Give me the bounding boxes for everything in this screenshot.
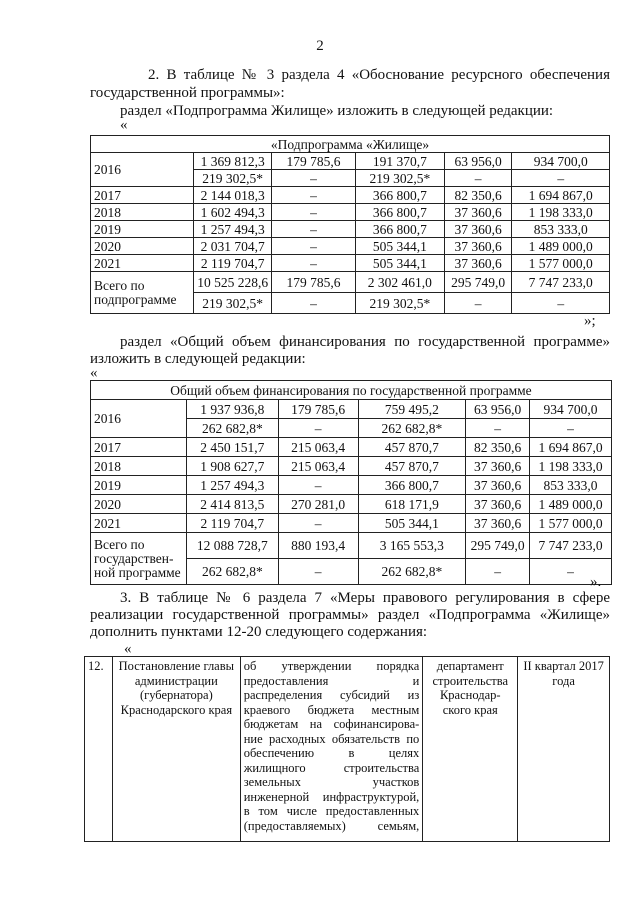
paragraph-3-line2: реализации государственной программы» раздел «Подпрограмма «Жилище»	[90, 607, 610, 623]
value-cell: 82 350,6	[466, 438, 530, 457]
open-quote-2: «	[90, 365, 98, 381]
value-cell: 1 602 494,3	[194, 204, 272, 221]
description-line: распределения субсидий из	[243, 688, 420, 702]
total-value-cell: 295 749,0	[444, 272, 512, 293]
paragraph-2-line2: государственной программы»:	[90, 85, 285, 101]
value-cell: 2 144 018,3	[194, 187, 272, 204]
open-quote-3: «	[124, 641, 132, 657]
year-cell: 2019	[91, 221, 194, 238]
value-cell: 262 682,8*	[186, 419, 278, 438]
value-cell: 934 700,0	[512, 153, 610, 170]
paragraph-total-line1: раздел «Общий объем финансирования по государственной программе»	[120, 334, 610, 350]
year-cell: 2017	[91, 438, 187, 457]
total-value-cell: 2 302 461,0	[355, 272, 444, 293]
value-cell: 853 333,0	[530, 476, 612, 495]
item-number: 12.	[85, 657, 113, 842]
total-value-cell: 3 165 553,3	[358, 533, 466, 559]
year-cell: 2021	[91, 514, 187, 533]
description-line: обеспечению в целях	[243, 746, 420, 760]
table-housing-subprogram	[90, 135, 610, 314]
value-cell: 366 800,7	[355, 221, 444, 238]
value-cell: 2 119 704,7	[194, 255, 272, 272]
value-cell: 37 360,6	[444, 238, 512, 255]
year-cell: 2017	[91, 187, 194, 204]
value-cell: 505 344,1	[355, 238, 444, 255]
value-cell: 505 344,1	[355, 255, 444, 272]
value-cell: 1 694 867,0	[530, 438, 612, 457]
year-cell: 2021	[91, 255, 194, 272]
table-row	[91, 187, 610, 204]
table1-close: »;	[584, 313, 596, 329]
table-row	[91, 514, 612, 533]
paragraph-total-line2: изложить в следующей редакции:	[90, 351, 306, 367]
description-line: ние расходных обязательств по	[243, 731, 420, 746]
total-value-cell: 262 682,8*	[358, 559, 466, 585]
value-cell: 1 577 000,0	[530, 514, 612, 533]
table-total-financing	[90, 380, 612, 585]
total-value-cell: –	[530, 559, 612, 585]
value-cell: –	[272, 170, 356, 187]
year-cell: 2019	[91, 476, 187, 495]
value-cell: 37 360,6	[466, 514, 530, 533]
year-cell: 2020	[91, 238, 194, 255]
year-cell: 2018	[91, 204, 194, 221]
value-cell: 457 870,7	[358, 457, 466, 476]
table-legal-measures	[84, 656, 610, 842]
paragraph-3-line1: 3. В таблице № 6 раздела 7 «Меры правового регулирования в сфере	[120, 590, 610, 606]
value-cell: 2 414 813,5	[186, 495, 278, 514]
total-value-cell: 179 785,6	[272, 272, 356, 293]
table-title-row	[91, 381, 612, 400]
value-cell: 37 360,6	[466, 457, 530, 476]
measure-description	[240, 657, 423, 842]
description-line: жилищного строительства	[243, 760, 420, 775]
value-cell: –	[272, 255, 356, 272]
value-cell: –	[278, 476, 358, 495]
value-cell: 1 257 494,3	[186, 476, 278, 495]
value-cell: 215 063,4	[278, 457, 358, 476]
total-value-cell: –	[444, 293, 512, 314]
value-cell: 1 908 627,7	[186, 457, 278, 476]
value-cell: 1 489 000,0	[512, 238, 610, 255]
table-row	[91, 221, 610, 238]
table-row	[91, 438, 612, 457]
value-cell: –	[444, 170, 512, 187]
description-line: земельных участков	[243, 775, 420, 789]
total-value-cell: 7 747 233,0	[512, 272, 610, 293]
value-cell: 37 360,6	[466, 495, 530, 514]
table-row	[91, 238, 610, 255]
year-cell: 2016	[91, 153, 194, 187]
year-cell: 2018	[91, 457, 187, 476]
value-cell: –	[278, 514, 358, 533]
value-cell: 37 360,6	[444, 221, 512, 238]
table-row	[91, 153, 610, 170]
value-cell: 618 171,9	[358, 495, 466, 514]
value-cell: 37 360,6	[444, 204, 512, 221]
description-line: бюджетам на софинансирова-	[243, 717, 420, 731]
value-cell: –	[278, 419, 358, 438]
year-cell: 2020	[91, 495, 187, 514]
value-cell: 191 370,7	[355, 153, 444, 170]
value-cell: 366 800,7	[358, 476, 466, 495]
value-cell: 82 350,6	[444, 187, 512, 204]
description-line: в том числе предоставленных	[243, 804, 420, 818]
total-value-cell: 880 193,4	[278, 533, 358, 559]
total-value-cell: 219 302,5*	[194, 293, 272, 314]
total-value-cell: 10 525 228,6	[194, 272, 272, 293]
description-line: (предоставляемых) семьям,	[243, 818, 420, 833]
paragraph-2-line3: раздел «Подпрограмма Жилище» изложить в следующей редакции:	[120, 103, 554, 119]
value-cell: 1 694 867,0	[512, 187, 610, 204]
value-cell: 270 281,0	[278, 495, 358, 514]
description-line: об утверждении порядка	[243, 659, 420, 673]
total-row	[91, 533, 612, 559]
total-value-cell: 295 749,0	[466, 533, 530, 559]
total-value-cell: 219 302,5*	[355, 293, 444, 314]
value-cell: –	[272, 221, 356, 238]
value-cell: 219 302,5*	[194, 170, 272, 187]
value-cell: 2 119 704,7	[186, 514, 278, 533]
total-label: Всего по государствен-ной программе	[91, 533, 187, 585]
value-cell: 37 360,6	[444, 255, 512, 272]
table-title-row	[91, 136, 610, 153]
total-value-cell: 262 682,8*	[186, 559, 278, 585]
open-quote-1: «	[120, 117, 128, 133]
table-row	[91, 204, 610, 221]
value-cell: 262 682,8*	[358, 419, 466, 438]
value-cell: –	[530, 419, 612, 438]
table-row	[91, 495, 612, 514]
value-cell: 1 369 812,3	[194, 153, 272, 170]
value-cell: –	[272, 187, 356, 204]
value-cell: –	[512, 170, 610, 187]
paragraph-3-line3: дополнить пунктами 12-20 следующего содержания:	[90, 624, 428, 640]
value-cell: 759 495,2	[358, 400, 466, 419]
table2-close: ».	[590, 574, 602, 590]
total-value-cell: 7 747 233,0	[530, 533, 612, 559]
value-cell: 1 937 936,8	[186, 400, 278, 419]
total-value-cell: –	[272, 293, 356, 314]
total-row	[91, 272, 610, 293]
total-value-cell: 12 088 728,7	[186, 533, 278, 559]
total-value-cell: –	[278, 559, 358, 585]
value-cell: 505 344,1	[358, 514, 466, 533]
value-cell: 853 333,0	[512, 221, 610, 238]
value-cell: 1 198 333,0	[530, 457, 612, 476]
table-row	[85, 657, 610, 842]
total-value-cell: –	[512, 293, 610, 314]
value-cell: 1 489 000,0	[530, 495, 612, 514]
value-cell: 457 870,7	[358, 438, 466, 457]
value-cell: 2 450 151,7	[186, 438, 278, 457]
value-cell: –	[272, 204, 356, 221]
value-cell: 63 956,0	[466, 400, 530, 419]
value-cell: 1 257 494,3	[194, 221, 272, 238]
table-row	[91, 476, 612, 495]
responsible-executor: департамент строительства Краснодар-ского края	[423, 657, 518, 842]
value-cell: 215 063,4	[278, 438, 358, 457]
table-row	[91, 457, 612, 476]
deadline: II квартал 2017 года	[518, 657, 610, 842]
value-cell: –	[272, 238, 356, 255]
value-cell: 63 956,0	[444, 153, 512, 170]
value-cell: –	[466, 419, 530, 438]
year-cell: 2016	[91, 400, 187, 438]
description-line: инженерной инфраструктурой,	[243, 789, 420, 804]
value-cell: 934 700,0	[530, 400, 612, 419]
description-line: краевого бюджета местным	[243, 702, 420, 717]
table-title: Общий объем финансирования по государственной программе	[91, 381, 612, 400]
value-cell: 1 198 333,0	[512, 204, 610, 221]
value-cell: 1 577 000,0	[512, 255, 610, 272]
table-row	[91, 400, 612, 419]
value-cell: 179 785,6	[278, 400, 358, 419]
description-line: предоставления и	[243, 673, 420, 688]
value-cell: 366 800,7	[355, 187, 444, 204]
table-title: «Подпрограмма «Жилище»	[91, 136, 610, 153]
value-cell: 2 031 704,7	[194, 238, 272, 255]
value-cell: 179 785,6	[272, 153, 356, 170]
document-type: Постановление главы администрации (губернатора) Краснодарского края	[112, 657, 240, 842]
table-row	[91, 255, 610, 272]
paragraph-2-line1: 2. В таблице № 3 раздела 4 «Обоснование ресурсного обеспечения	[148, 67, 610, 83]
value-cell: 219 302,5*	[355, 170, 444, 187]
value-cell: 37 360,6	[466, 476, 530, 495]
total-value-cell: –	[466, 559, 530, 585]
total-label: Всего по подпрограмме	[91, 272, 194, 314]
page-number: 2	[316, 38, 324, 54]
value-cell: 366 800,7	[355, 204, 444, 221]
